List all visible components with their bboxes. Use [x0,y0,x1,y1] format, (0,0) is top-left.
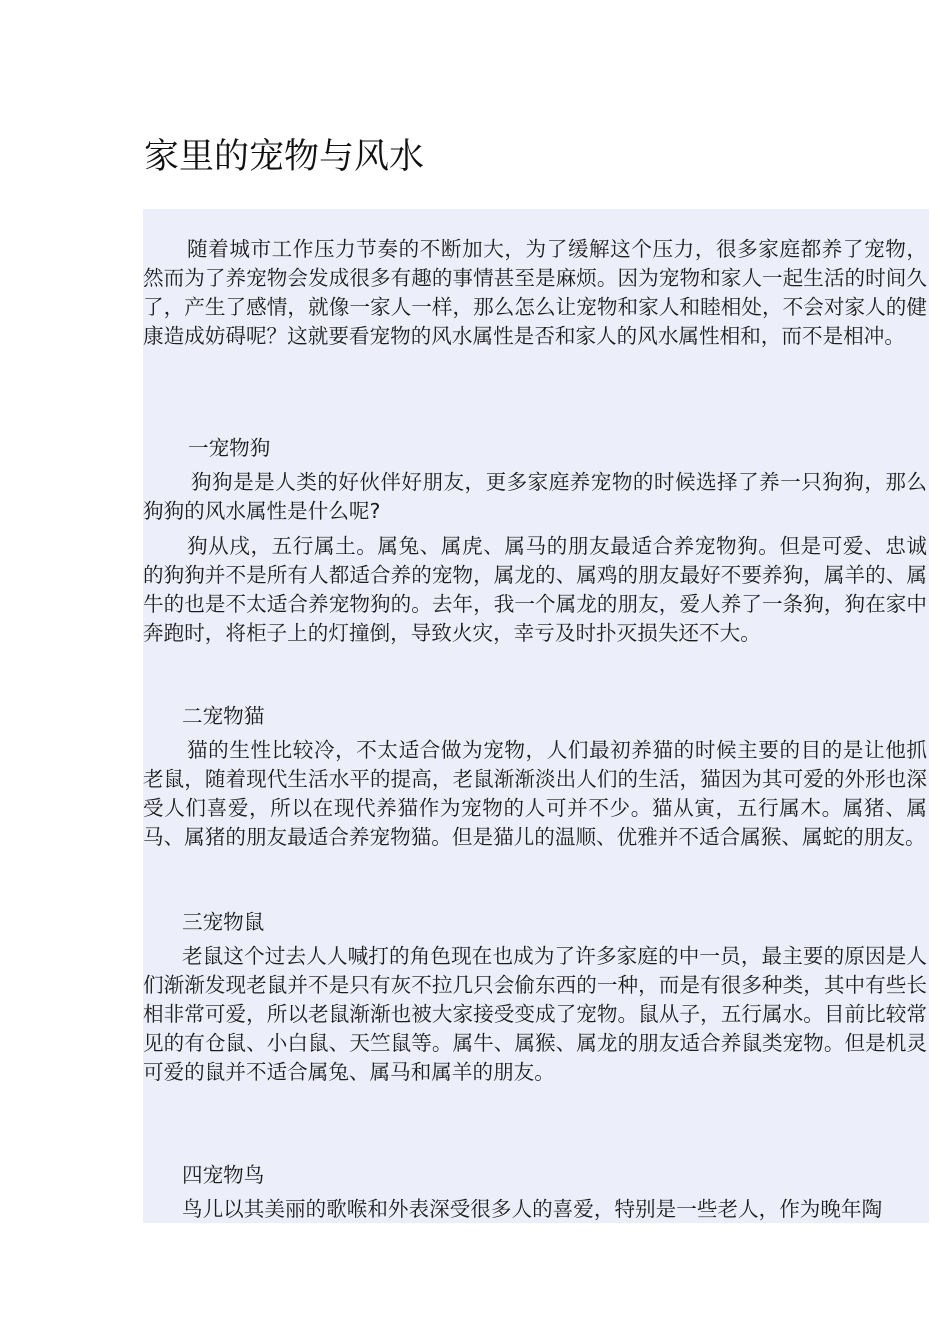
cat-paragraph: 猫的生性比较冷，不太适合做为宠物，人们最初养猫的时候主要的目的是让他抓老鼠，随着现代生活水平的提高，老鼠渐渐淡出人们的生活，猫因为其可爱的外形也深受人们喜爱，所以在现代养猫作为宠物的人可并不少。猫从寅，五行属木。属猪、属马、属猪的朋友最适合养宠物猫。但是猫儿的温顺、优雅并不适合属猴、属蛇的朋友。 [143,738,927,849]
dog-paragraph-1: 狗狗是是人类的好伙伴好朋友，更多家庭养宠物的时候选择了养一只狗狗，那么狗狗的风水属性是什么呢? [143,470,927,523]
mouse-paragraph: 老鼠这个过去人人喊打的角色现在也成为了许多家庭的中一员，最主要的原因是人们渐渐发现老鼠并不是只有灰不拉几只会偷东西的一种，而是有很多种类，其中有些长相非常可爱，所以老鼠渐渐也被大家接受变成了宠物。鼠从子，五行属水。目前比较常见的有仓鼠、小白鼠、天竺鼠等。属牛、属猴、属龙的朋友适合养鼠类宠物。但是机灵可爱的鼠并不适合属兔、属马和属羊的朋友。 [143,944,927,1084]
bird-paragraph: 鸟儿以其美丽的歌喉和外表深受很多人的喜爱，特别是一些老人，作为晚年陶 [182,1197,883,1221]
section-heading-cat: 二宠物猫 [182,704,265,728]
article-body [143,209,929,1223]
intro-paragraph: 随着城市工作压力节奏的不断加大，为了缓解这个压力，很多家庭都养了宠物，然而为了养宠物会发成很多有趣的事情甚至是麻烦。因为宠物和家人一起生活的时间久了，产生了感情，就像一家人一样，那么怎么让宠物和家人和睦相处，不会对家人的健康造成妨碍呢？这就要看宠物的风水属性是否和家人的风水属性相和，而不是相冲。 [143,237,927,348]
section-heading-bird: 四宠物鸟 [182,1163,265,1187]
page-title: 家里的宠物与风水 [144,137,425,177]
section-heading-mouse: 三宠物鼠 [182,910,265,934]
dog-paragraph-2: 狗从戌，五行属土。属兔、属虎、属马的朋友最适合养宠物狗。但是可爱、忠诚的狗狗并不是所有人都适合养的宠物，属龙的、属鸡的朋友最好不要养狗，属羊的、属牛的也是不太适合养宠物狗的。去年，我一个属龙的朋友，爱人养了一条狗，狗在家中奔跑时，将柜子上的灯撞倒，导致火灾，幸亏及时扑灭损失还不大。 [143,534,927,645]
section-heading-dog: 一宠物狗 [188,436,271,460]
